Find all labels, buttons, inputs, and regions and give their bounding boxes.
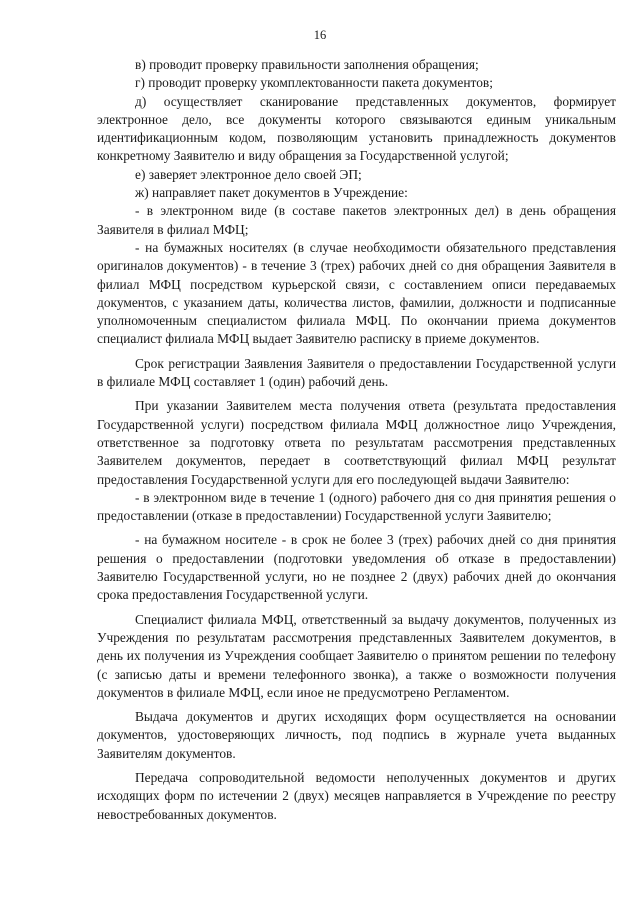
paragraph-result-paper: - на бумажном носителе - в срок не более 3 (трех) рабочих дней со дня принятия решения о предоставлении (подготовки уведомления об отказе в предоставлении) Заявителю Государственной услуги, но не позднее 2 (двух) рабочих дней до окончания срока предоставления Государственной услуги. — [97, 532, 616, 603]
paragraph-result-electronic: - в электронном виде в течение 1 (одного) рабочего дня со дня принятия решения о предоставлении (отказе в предоставлении) Государственной услуги Заявителю; — [97, 489, 616, 524]
document-body — [97, 56, 616, 824]
paragraph-item-d: д) осуществляет сканирование представленных документов, формирует электронное дело, все документы которого связываются единым уникальным идентификационным кодом, позволяющим установить принадлежность документов конкретному Заявителю и виду обращения за Государственной услугой; — [97, 93, 616, 164]
paragraph-paper-form: - на бумажных носителях (в случае необходимости обязательного представления оригиналов документов) - в течение 3 (трех) рабочих дней со дня обращения Заявителя в филиал МФЦ посредством курьерской связи, с составлением описи передаваемых документов, с указанием даты, количества листов, фамилии, должности и подписанные уполномоченным специалистом филиала МФЦ. По окончании приема документов специалист филиала МФЦ выдает Заявителю расписку в приеме документов. — [97, 239, 616, 347]
paragraph-electronic-form: - в электронном виде (в составе пакетов электронных дел) в день обращения Заявителя в филиал МФЦ; — [97, 203, 616, 237]
paragraph-issuance: Выдача документов и других исходящих форм осуществляется на основании документов, удостоверяющих личность, под подпись в журнале учета выданных Заявителям документов. — [97, 709, 616, 761]
paragraph-registration-term: Срок регистрации Заявления Заявителя о предоставлении Государственной услуги в филиале МФЦ составляет 1 (один) рабочий день. — [97, 355, 616, 390]
paragraph-unclaimed-transfer: Передача сопроводительной ведомости неполученных документов и других исходящих форм по истечении 2 (двух) месяцев направляется в Учреждение по реестру невостребованных документов. — [97, 769, 616, 822]
paragraph-result-transfer: При указании Заявителем места получения ответа (результата предоставления Государственной услуги) посредством филиала МФЦ должностное лицо Учреждения, ответственное за подготовку ответа по результатам рассмотрения представленных Заявителем документов, передает в соответствующий филиал МФЦ результат предоставления Государственной услуги для его последующей выдачи Заявителю: — [97, 398, 616, 487]
page-number: 16 — [313, 28, 327, 42]
paragraph-item-e: е) заверяет электронное дело своей ЭП; — [135, 166, 362, 182]
paragraph-item-zh: ж) направляет пакет документов в Учреждение: — [135, 185, 408, 201]
paragraph-item-v: в) проводит проверку правильности заполнения обращения; — [135, 57, 479, 72]
paragraph-specialist-notification: Специалист филиала МФЦ, ответственный за выдачу документов, полученных из Учреждения по результатам рассмотрения представленных Заявителем документов, в день их получения из Учреждения сообщает Заявителю о принятом решении по телефону (с записью даты и времени телефонного звонка), а также о возможности получения документов в филиале МФЦ, если иное не предусмотрено Регламентом. — [97, 611, 616, 700]
paragraph-item-g: г) проводит проверку укомплектованности пакета документов; — [135, 75, 493, 91]
